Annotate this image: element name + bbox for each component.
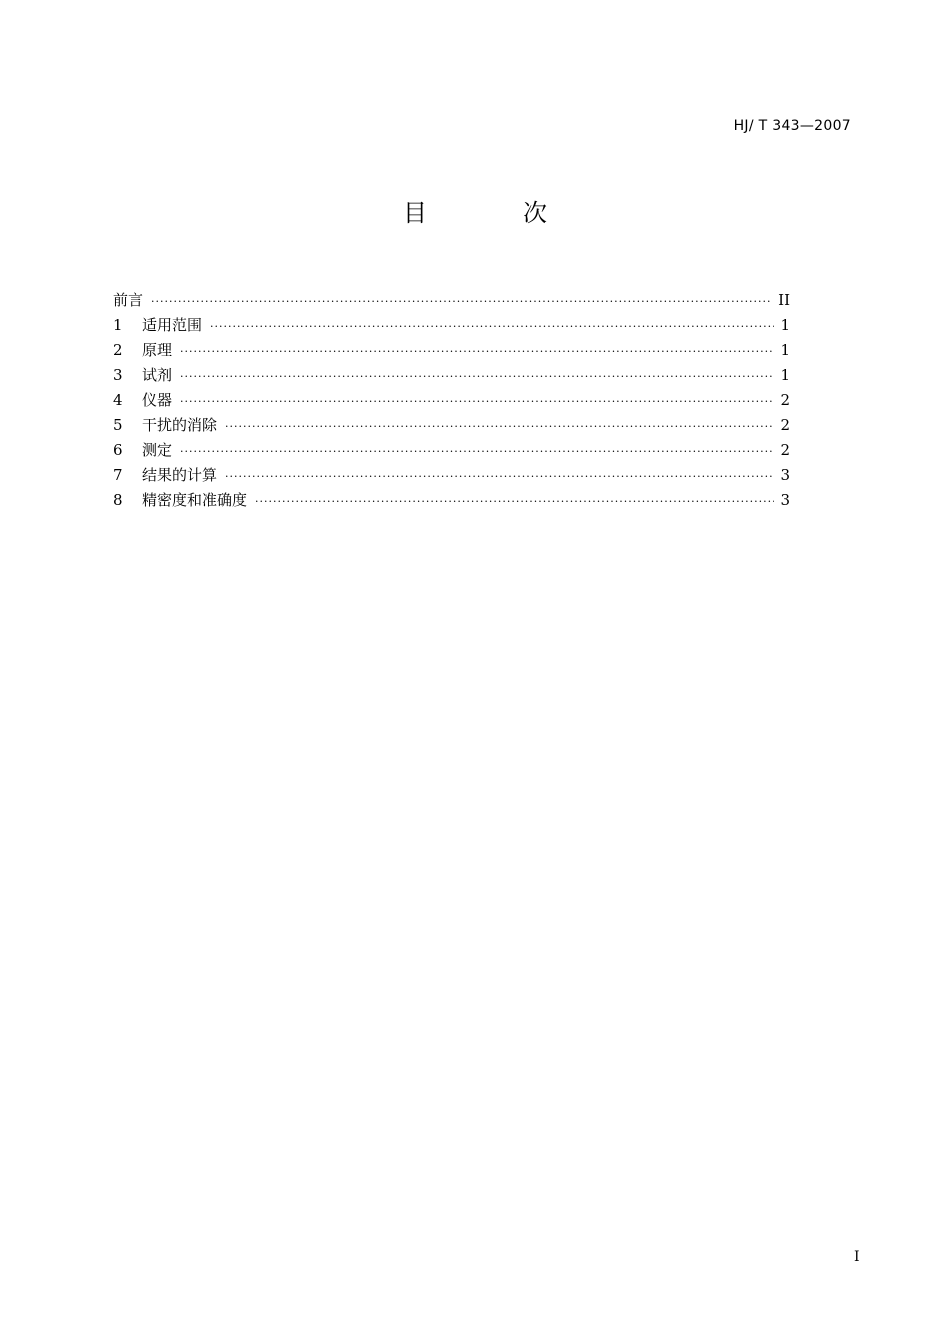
toc-entry-number: 4 xyxy=(113,391,123,409)
toc-entry-page: 2 xyxy=(780,416,790,434)
toc-entry-6[interactable] xyxy=(113,438,790,463)
toc-entry-1[interactable] xyxy=(113,313,790,338)
toc-entry-label: 测定 xyxy=(142,441,173,459)
toc-entry-page: 1 xyxy=(780,366,790,384)
toc-entry-label: 原理 xyxy=(142,341,173,359)
toc-entry-8[interactable] xyxy=(113,488,790,513)
page-title xyxy=(0,198,950,228)
standard-code: HJ/ T 343—2007 xyxy=(733,118,851,134)
title-char-1: 目 xyxy=(403,199,427,227)
toc-entry-label: 试剂 xyxy=(142,366,173,384)
toc-entry-number: 8 xyxy=(113,491,123,509)
toc-entry-7[interactable] xyxy=(113,463,790,488)
toc-leader-dots xyxy=(180,389,774,414)
toc-entry-page: 1 xyxy=(780,316,790,334)
toc-entry-2[interactable] xyxy=(113,338,790,363)
toc-entry-page: II xyxy=(778,291,790,309)
toc-entry-number: 2 xyxy=(113,341,123,359)
toc-entry-label: 结果的计算 xyxy=(142,466,218,484)
toc-leader-dots xyxy=(180,439,774,464)
toc-entry-number: 7 xyxy=(113,466,123,484)
toc-entry-page: 2 xyxy=(780,441,790,459)
toc-leader-dots xyxy=(225,464,774,489)
toc-entry-label: 仪器 xyxy=(142,391,173,409)
toc-entry-label: 前言 xyxy=(113,291,144,309)
toc-entry-page: 1 xyxy=(780,341,790,359)
toc-entry-page: 2 xyxy=(780,391,790,409)
toc-leader-dots xyxy=(255,489,774,514)
toc-leader-dots xyxy=(210,314,774,339)
toc-entry-page: 3 xyxy=(780,491,790,509)
toc-entry-4[interactable] xyxy=(113,388,790,413)
toc-entry-number: 3 xyxy=(113,366,123,384)
toc-entry-page: 3 xyxy=(780,466,790,484)
toc-entry-number: 1 xyxy=(113,316,123,334)
toc-entry-number: 6 xyxy=(113,441,123,459)
title-char-2: 次 xyxy=(523,199,547,227)
toc-leader-dots xyxy=(180,364,774,389)
toc-leader-dots xyxy=(225,414,774,439)
toc-entry-5[interactable] xyxy=(113,413,790,438)
toc-entry-label: 干扰的消除 xyxy=(142,416,218,434)
table-of-contents xyxy=(113,288,790,513)
toc-entry-foreword[interactable] xyxy=(113,288,790,313)
toc-entry-3[interactable] xyxy=(113,363,790,388)
toc-entry-number: 5 xyxy=(113,416,123,434)
toc-entry-label: 适用范围 xyxy=(142,316,203,334)
toc-leader-dots xyxy=(151,289,772,314)
page-number: I xyxy=(854,1249,860,1265)
toc-leader-dots xyxy=(180,339,774,364)
toc-entry-label: 精密度和准确度 xyxy=(142,491,248,509)
